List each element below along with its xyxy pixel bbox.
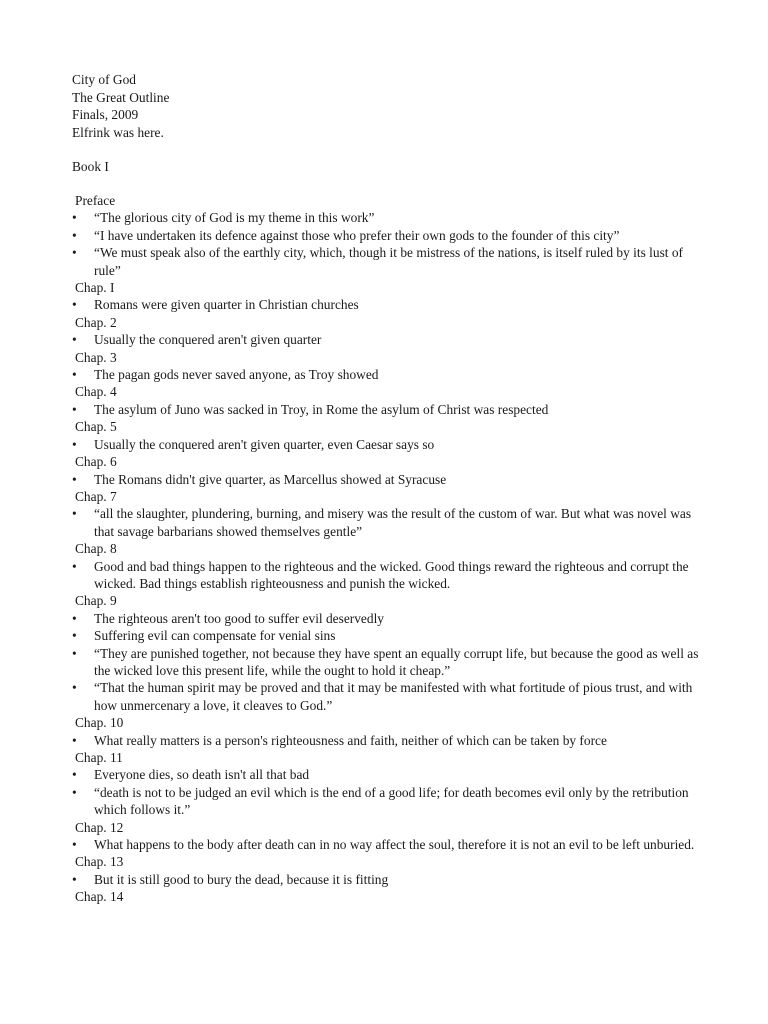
bullet-icon: • bbox=[72, 506, 77, 522]
document-header bbox=[72, 71, 169, 141]
section-heading: Chap. 5 bbox=[75, 419, 117, 435]
list-item-text: “I have undertaken its defence against those who prefer their own gods to the founder of this city” bbox=[94, 227, 620, 243]
list-item bbox=[72, 471, 702, 488]
section-heading: Chap. 7 bbox=[75, 488, 117, 504]
list-item-text: What happens to the body after death can in no way affect the soul, therefore it is not an evil to be left unburied. bbox=[94, 837, 695, 853]
list-item-text: But it is still good to bury the dead, because it is fitting bbox=[94, 871, 389, 887]
list-item-text: Everyone dies, so death isn't all that bad bbox=[94, 767, 310, 783]
list-item bbox=[72, 732, 702, 749]
section-heading: Chap. 8 bbox=[75, 541, 117, 557]
list-item bbox=[72, 784, 702, 819]
section-heading: Chap. 6 bbox=[75, 454, 117, 470]
section-heading: Chap. 2 bbox=[75, 314, 117, 330]
list-item-text: Suffering evil can compensate for venial sins bbox=[94, 628, 336, 644]
list-item bbox=[72, 645, 702, 680]
header-line: Elfrink was here. bbox=[72, 124, 164, 140]
bullet-icon: • bbox=[72, 784, 77, 800]
list-item bbox=[72, 610, 702, 627]
bullet-icon: • bbox=[72, 471, 77, 487]
bullet-icon: • bbox=[72, 401, 77, 417]
bullet-icon: • bbox=[72, 767, 77, 783]
section-heading: Chap. 14 bbox=[75, 889, 124, 905]
bullet-icon: • bbox=[72, 436, 77, 452]
list-item bbox=[72, 558, 702, 593]
list-item bbox=[72, 679, 702, 714]
bullet-icon: • bbox=[72, 332, 77, 348]
bullet-icon: • bbox=[72, 871, 77, 887]
bullet-icon: • bbox=[72, 367, 77, 383]
list-item bbox=[72, 627, 702, 644]
header-line: City of God bbox=[72, 72, 136, 87]
list-item bbox=[72, 244, 702, 279]
list-item bbox=[72, 401, 702, 418]
bullet-icon: • bbox=[72, 732, 77, 748]
list-item-text: “We must speak also of the earthly city, which, though it be mistress of the nations, is itself ruled by its lust of rule” bbox=[94, 245, 683, 278]
header-line: Finals, 2009 bbox=[72, 107, 139, 123]
section-heading: Chap. 4 bbox=[75, 384, 117, 400]
list-item-text: “death is not to be judged an evil which is the end of a good life; for death becomes evil only by the retribution which follows it.” bbox=[94, 784, 689, 818]
section-heading: Chap. 10 bbox=[75, 715, 124, 731]
list-item-text: Usually the conquered aren't given quarter, even Caesar says so bbox=[94, 436, 435, 452]
section-heading: Chap. I bbox=[75, 280, 115, 296]
list-item bbox=[72, 209, 702, 226]
bullet-icon: • bbox=[72, 558, 77, 574]
bullet-icon: • bbox=[72, 645, 77, 661]
list-item bbox=[72, 836, 702, 853]
section-heading: Preface bbox=[75, 193, 116, 208]
list-item-text: Romans were given quarter in Christian churches bbox=[94, 297, 359, 313]
list-item-text: The pagan gods never saved anyone, as Troy showed bbox=[94, 367, 379, 383]
bullet-icon: • bbox=[72, 297, 77, 313]
list-item bbox=[72, 366, 702, 383]
list-item-text: Usually the conquered aren't given quarter bbox=[94, 332, 322, 348]
section-heading: Chap. 3 bbox=[75, 349, 117, 365]
list-item-text: The righteous aren't too good to suffer evil deservedly bbox=[94, 610, 384, 626]
list-item bbox=[72, 871, 702, 888]
bullet-icon: • bbox=[72, 680, 77, 696]
list-item bbox=[72, 331, 702, 348]
bullet-icon: • bbox=[72, 210, 77, 226]
list-item bbox=[72, 766, 702, 783]
header-line: The Great Outline bbox=[72, 89, 170, 105]
outline-content bbox=[72, 192, 702, 906]
bullet-icon: • bbox=[72, 227, 77, 243]
list-item-text: “The glorious city of God is my theme in this work” bbox=[94, 210, 375, 226]
section-heading: Chap. 9 bbox=[75, 593, 117, 609]
section-heading: Chap. 13 bbox=[75, 854, 124, 870]
list-item bbox=[72, 227, 702, 244]
list-item-text: “all the slaughter, plundering, burning, and misery was the result of the custom of war. But what was novel was that savage barbarians showed themselves gentle” bbox=[94, 506, 692, 539]
list-item bbox=[72, 296, 702, 313]
list-item-text: Good and bad things happen to the righteous and the wicked. Good things reward the righteous and corrupt the wicked. Bad things establish righteousness and punish the wicked. bbox=[94, 558, 689, 591]
book-title: Book I bbox=[72, 159, 109, 174]
section-heading: Chap. 11 bbox=[75, 750, 123, 765]
list-item-text: “That the human spirit may be proved and that it may be manifested with what fortitude of pious trust, and with how unmercenary a love, it cleaves to God.” bbox=[94, 680, 693, 713]
list-item-text: The Romans didn't give quarter, as Marcellus showed at Syracuse bbox=[94, 471, 447, 487]
bullet-icon: • bbox=[72, 245, 77, 261]
list-item-text: What really matters is a person's righteousness and faith, neither of which can be taken by force bbox=[94, 732, 607, 748]
bullet-icon: • bbox=[72, 610, 77, 626]
section-heading: Chap. 12 bbox=[75, 819, 124, 835]
list-item bbox=[72, 436, 702, 453]
list-item-text: “They are punished together, not because they have spent an equally corrupt life, but because the good as well as the wicked love this present life, while the ought to hold it cheap.” bbox=[94, 645, 699, 678]
list-item-text: The asylum of Juno was sacked in Troy, in Rome the asylum of Christ was respected bbox=[94, 401, 549, 417]
list-item bbox=[72, 505, 702, 540]
bullet-icon: • bbox=[72, 837, 77, 853]
bullet-icon: • bbox=[72, 628, 77, 644]
